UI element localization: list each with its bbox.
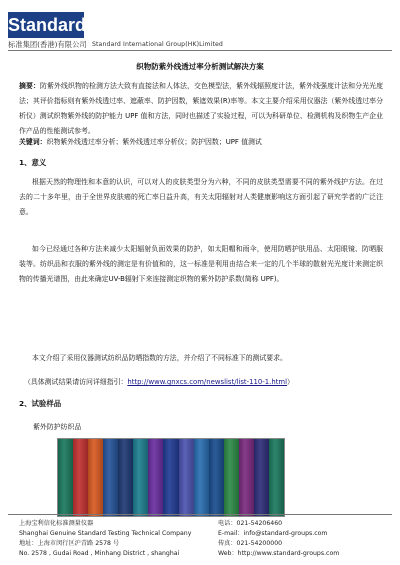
footer-fax: 传真：021-54200000	[218, 540, 283, 547]
abstract-text: 防紫外线织物的检测方法大致有直接法和人体法，交色模型法，紫外线辐照度计法，紫外线强度计法和分光光度法；其评价指标则有紫外线透过率、遮蔽率、防护因数，紫遮效果(R)率等。本文主要介绍采用仪器法（紫外线透过率分析仪）测试织物紫外线的防护能力 UPF 值和方法，同时也描述了实验过程，可以为科研单位、检测机构及织物生产企业作产品的性能测试参考。	[19, 82, 384, 135]
abstract-paragraph	[19, 79, 383, 139]
document-title: 织物防紫外线透过率分析测试解决方案	[136, 62, 264, 71]
fabric-stripe	[58, 439, 73, 516]
reference-link-line	[24, 376, 294, 386]
reference-link[interactable]: http://www.gnxcs.com/newslist/list-110-1.html	[127, 378, 288, 386]
fabric-stripe	[179, 439, 194, 516]
footer-divider	[8, 514, 392, 515]
company-name-en: Standard International Group(HK)Limited	[92, 41, 223, 48]
abstract-label: 摘要：	[19, 82, 41, 90]
section-1-paragraph-3: 本文介绍了采用仪器测试纺织品防晒指数的方法，并介绍了不同标准下的测试要求。	[32, 354, 287, 362]
footer-company-info	[19, 519, 191, 559]
keywords-label: 关键词：	[19, 138, 47, 146]
link-suffix: ）	[287, 378, 294, 386]
fabric-stripe	[133, 439, 148, 516]
section-1-paragraph-2: 如今已经通过各种方法来减少太阳辐射负面效果的防护，如太阳帽和雨伞，使用防晒护肤用品、太阳眼镜、防晒服装等。纺织品和衣服的紫外线的测定是有价值和的，这一标准是利用由结合来一定的几个半球的散射光光度计来测定织物的传播光谱图，由此来确定UV-B辐射下来连接测定织物的紫外防护系数(简称 UPF)。	[19, 245, 383, 283]
fabric-stripe	[118, 439, 133, 516]
keywords-paragraph	[19, 135, 383, 150]
fabric-stripe	[194, 439, 209, 516]
footer-phone: 电话：021-54206460	[218, 520, 283, 527]
fabric-stripe	[148, 439, 163, 516]
fabric-stripe	[254, 439, 269, 516]
fabric-stripe	[103, 439, 118, 516]
fabric-stripe	[73, 439, 88, 516]
footer-company-en: Shanghai Genuine Standard Testing Technical Company	[19, 530, 192, 537]
footer-email: E-mail：info@standard-groups.com	[218, 530, 328, 537]
sample-label: 紫外防护纺织品	[33, 423, 82, 431]
section-1-heading: 1、意义	[19, 158, 47, 167]
logo-subtitle: 标准集团(香港)有限公司	[8, 40, 87, 49]
footer-address-cn: 地址：上海市闵行区沪青路 2578 号	[19, 540, 120, 547]
fabric-stripe	[209, 439, 224, 516]
header-divider	[8, 50, 392, 51]
footer-company-cn: 上海宝利信化标准测量仪器	[19, 520, 94, 527]
keywords-text: 织物紫外线透过率分析；紫外线透过率分析仪；防护因数；UPF 值测试	[46, 138, 262, 146]
fabric-stripe	[88, 439, 103, 516]
fabric-stripe	[224, 439, 239, 516]
fabric-stripe	[163, 439, 178, 516]
fabric-stripe	[239, 439, 254, 516]
footer-web: Web：http://www.standard-groups.com	[218, 550, 340, 557]
company-logo	[8, 12, 87, 38]
section-2-heading: 2、试验样品	[19, 399, 62, 408]
fabric-sample-photo	[57, 438, 285, 517]
link-prefix: （具体测试结果请访问详细指引：	[24, 378, 128, 386]
fabric-stripe	[269, 439, 284, 516]
section-1-paragraph-1: 根据天然的物理性和本意的认识，可以对人的皮肤类型分为六种，不同的皮肤类型需要不同的紫外线护方法。在过去的二十多年里，由于全世界皮肤癌的死亡率日益升高，有关太阳辐射对人类健康影响这方面引起了研究学者的广泛注意。	[19, 178, 383, 216]
footer-address-en: No. 2578 , Gudai Road , Minhang District , shanghai	[19, 550, 180, 557]
footer-contact-info	[218, 519, 339, 559]
logo-text: Standard	[8, 15, 87, 35]
